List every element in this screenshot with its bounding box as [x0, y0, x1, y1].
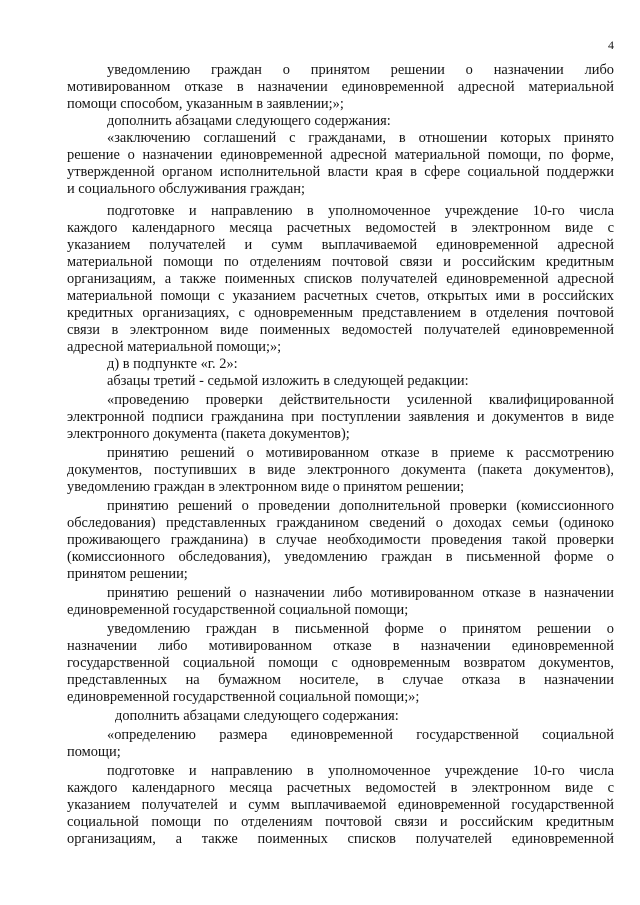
text-line: документов, поступивших в виде электронного документа (пакета документов), — [67, 462, 614, 478]
text-line: представленных на бумажном носителе, в случае отказа в назначении — [67, 672, 614, 688]
text-line: уведомлению граждан в электронном виде о принятом решении; — [67, 479, 465, 495]
text-line: каждого календарного месяца расчетных ведомостей в электронном виде с — [67, 780, 614, 796]
text-line: помощи способом, указанным в заявлении;»; — [67, 96, 344, 112]
text-line: подготовке и направлению в уполномоченное учреждение 10-го числа — [107, 763, 614, 779]
text-line: указанием получателей и сумм выплачиваемой единовременной государственной — [67, 797, 614, 813]
text-line: электронной подписи гражданина при поступлении заявления и документов в виде — [67, 409, 614, 425]
text-line: помощи; — [67, 744, 121, 760]
text-line: связи в электронном виде поименных ведомостей получателей единовременной — [67, 322, 614, 338]
text-line: утвержденной органом исполнительной власти края в сфере социальной поддержки — [67, 164, 614, 180]
text-line: «определению размера единовременной государственной социальной — [107, 727, 614, 743]
text-line: принятию решений о проведении дополнительной проверки (комиссионного — [107, 498, 614, 514]
text-line: абзацы третий - седьмой изложить в следующей редакции: — [107, 373, 469, 389]
text-line: принятию решений о назначении либо мотивированном отказе в назначении — [107, 585, 614, 601]
text-line: кредитных организациях, с одновременным представлением в отделения почтовой — [67, 305, 614, 321]
text-line: (комиссионного обследования), уведомлению граждан в письменной форме о — [67, 549, 614, 565]
text-line: и социального обслуживания граждан; — [67, 181, 305, 197]
text-line: «проведению проверки действительности усиленной квалифицированной — [107, 392, 614, 408]
text-line: уведомлению граждан в письменной форме о принятом решении о — [107, 621, 614, 637]
text-line: электронного документа (пакета документов); — [67, 426, 350, 442]
text-line: уведомлению граждан о принятом решении о назначении либо — [107, 62, 614, 78]
text-line: материальной помощи с указанием расчетных счетов, открытых ими в российских — [67, 288, 614, 304]
text-line: единовременной государственной социальной помощи; — [67, 602, 409, 618]
text-line: указанием получателей и сумм выплачиваемой единовременной адресной — [67, 237, 614, 253]
text-line: решение о назначении единовременной адресной материальной помощи, по форме, — [67, 147, 614, 163]
text-line: проживающего гражданина) в случае необходимости проведения такой проверки — [67, 532, 614, 548]
text-line: подготовке и направлению в уполномоченное учреждение 10-го числа — [107, 203, 614, 219]
text-line: адресной материальной помощи;»; — [67, 339, 282, 355]
text-line: государственной социальной помощи с одновременным возвратом документов, — [67, 655, 614, 671]
text-line: д) в подпункте «г. 2»: — [107, 356, 238, 372]
text-line: каждого календарного месяца расчетных ведомостей в электронном виде с — [67, 220, 614, 236]
text-line: социальной помощи по отделениям почтовой связи и российским кредитным — [67, 814, 614, 830]
text-line: мотивированном отказе в назначении единовременной адресной материальной — [67, 79, 614, 95]
text-line: организациям, а также поименных списков получателей единовременной — [67, 831, 614, 847]
text-line: единовременной государственной социальной помощи;»; — [67, 689, 420, 705]
page-number: 4 — [608, 38, 614, 52]
text-line: принятом решении; — [67, 566, 188, 582]
text-line: материальной помощи по отделениям почтовой связи и российским кредитным — [67, 254, 614, 270]
text-line: обследования) представленных гражданином сведений о доходах семьи (одиноко — [67, 515, 614, 531]
text-line: дополнить абзацами следующего содержания: — [115, 708, 399, 724]
text-line: назначении либо мотивированном отказе в назначении единовременной — [67, 638, 614, 654]
text-line: дополнить абзацами следующего содержания: — [107, 113, 391, 129]
text-line: организациям, а также поименных списков получателей единовременной адресной — [67, 271, 614, 287]
text-line: принятию решений о мотивированном отказе в приеме к рассмотрению — [107, 445, 614, 461]
text-line: «заключению соглашений с гражданами, в отношении которых принято — [107, 130, 614, 146]
